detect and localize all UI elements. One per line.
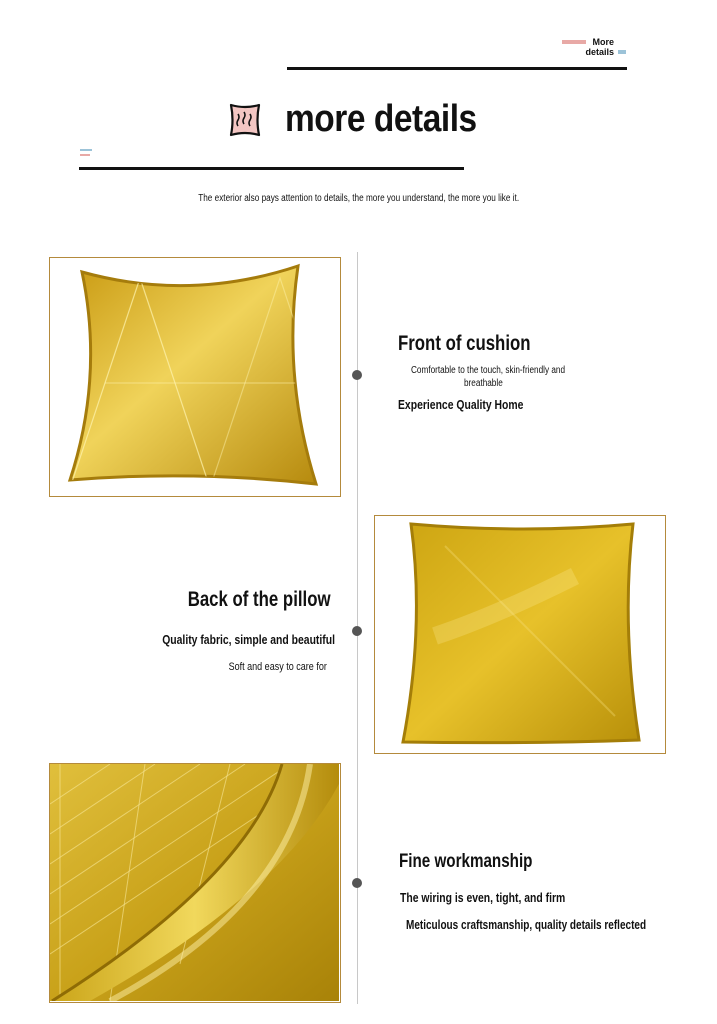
section-description: The wiring is even, tight, and firm <box>400 890 566 905</box>
section-heading: Back of the pillow <box>188 588 331 611</box>
decorative-bars <box>80 149 94 159</box>
timeline-dot <box>352 370 362 380</box>
title-divider <box>79 167 464 170</box>
section-description: Comfortable to the touch, skin-friendly and <box>411 365 566 376</box>
timeline-dot <box>352 626 362 636</box>
page-title: more details <box>285 98 477 140</box>
page-subtitle: The exterior also pays attention to details, the more you understand, the more you like it. <box>198 193 519 204</box>
timeline-dot <box>352 878 362 888</box>
section-tagline: Soft and easy to care for <box>228 661 327 673</box>
section-heading: Fine workmanship <box>399 851 533 872</box>
section-description-cont: breathable <box>464 378 503 389</box>
badge-line2: details <box>585 47 614 57</box>
pillow-front-icon <box>50 258 339 495</box>
more-details-badge <box>580 37 614 57</box>
section-tagline: Meticulous craftsmanship, quality details reflected <box>406 918 647 932</box>
section-heading: Front of cushion <box>398 332 531 355</box>
badge-accent-bar-blue <box>618 50 626 54</box>
section-description: Quality fabric, simple and beautiful <box>162 632 335 647</box>
pillow-icon <box>226 101 264 139</box>
section-tagline: Experience Quality Home <box>398 397 524 412</box>
pillow-back-icon <box>375 516 664 752</box>
top-divider <box>287 67 627 70</box>
fabric-closeup-icon <box>50 764 339 1001</box>
fabric-closeup-image <box>49 763 341 1003</box>
pillow-back-image <box>374 515 666 754</box>
pillow-front-image <box>49 257 341 497</box>
badge-line1: More <box>592 37 614 47</box>
